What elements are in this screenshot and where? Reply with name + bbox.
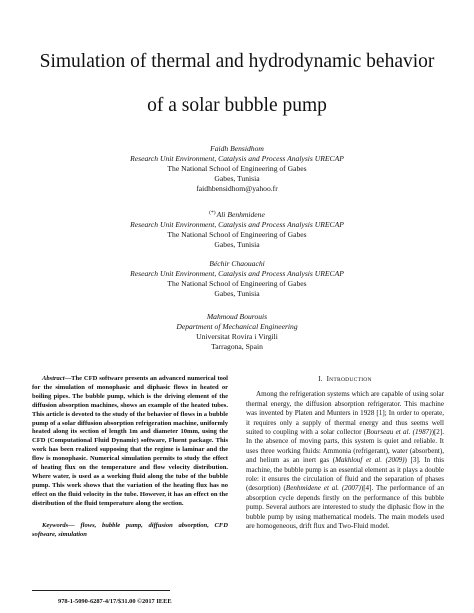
intro-text-1: Among the refrigeration systems which are capable of using solar thermal energy, the diffusion absorption refrigerator. This machine was invented by Platen and Munters in 1928 [1]; In order to operate, it requires only a supply of thermal energy and thus seems well suited to coupling with a solar collector (: [246, 390, 444, 437]
author-school: The National School of Engineering of Gabes: [167, 164, 307, 173]
section-heading-rest: NTRODUCTION: [329, 377, 372, 383]
abstract-label: Abstract: [42, 375, 65, 382]
author-block-3: [40, 259, 434, 299]
author-university: Universitat Rovira i Virgili: [196, 332, 278, 341]
author-location: Gabes, Tunisia: [214, 289, 260, 298]
citation-1: Bourseau et al. (1987): [366, 428, 432, 437]
citation-2: Makhlouf et al. (2009): [335, 456, 405, 465]
corresponding-marker: (*): [209, 210, 216, 216]
right-column: [246, 375, 444, 532]
intro-text-2: )[2]. In the absence of moving parts, this system is quiet and reliable. It uses three working fluids: Ammonia (refrigerant), water (absorbent), and helium as an inert gas (: [246, 428, 444, 465]
author-location: Gabes, Tunisia: [214, 240, 260, 249]
author-name: Béchir Chaouachi: [209, 259, 265, 268]
author-affiliation: Research Unit Environment, Catalysis and Process Analysis URECAP: [130, 269, 344, 278]
introduction-paragraph: [246, 390, 444, 531]
keywords-text: — flows, bubble pump, diffusion absorption, CFD software, simulation: [32, 521, 228, 538]
section-heading-introduction: [246, 375, 444, 385]
keywords-label: Keywords: [42, 521, 69, 529]
citation-3: Benhmidene et al. (2007): [285, 484, 361, 493]
keywords: [32, 522, 228, 540]
author-location: Tarragona, Spain: [211, 342, 263, 351]
author-name: [40, 208, 434, 220]
footer-rule: [32, 590, 170, 591]
author-affiliation: Research Unit Environment, Catalysis and Process Analysis URECAP: [130, 154, 344, 163]
author-affiliation: Research Unit Environment, Catalysis and Process Analysis URECAP: [130, 220, 344, 229]
abstract: [32, 375, 228, 509]
author-name: Faidh Bensidhom: [210, 144, 264, 153]
footer-copyright: 978-1-5090-6287-4/17/$31.00 ©2017 IEEE: [58, 598, 172, 605]
author-school: The National School of Engineering of Gabes: [167, 279, 307, 288]
author-block-2: [40, 208, 434, 250]
author-name: Mahmoud Bourouis: [206, 312, 268, 321]
author-block-4: [40, 312, 434, 352]
paper-title-line-1: Simulation of thermal and hydrodynamic behavior: [39, 51, 435, 72]
intro-text-3: ) [3]. In this machine, the bubble pump is an essential element as it plays a double role: it ensures the circulation of fluid and the separation of phases (desorption) (: [246, 456, 444, 493]
author-department: Department of Mechanical Engineering: [176, 322, 298, 331]
author-location: Gabes, Tunisia: [214, 174, 260, 183]
author-email: faidhbensidhom@yahoo.fr: [196, 184, 278, 193]
author-school: The National School of Engineering of Gabes: [167, 230, 307, 239]
intro-text-4: )[4]. The performance of an absorption cycle depends firstly on the performance of this bubble pump. Several authors are interested to study the diphasic flow in the bubble pump by using mathematical models. The main models used are homogeneous, drift flux and Two-Fluid model.: [246, 484, 444, 531]
left-column: [32, 375, 228, 539]
paper-title-line-2: of a solar bubble pump: [147, 95, 327, 116]
section-heading-first-letter: I: [326, 375, 330, 383]
section-number: I.: [318, 375, 323, 383]
author-block-1: [40, 144, 434, 194]
abstract-text: —The CFD software presents an advanced numerical tool for the simulation of monophasic and diphasic flows in heated or boiling pipes. The bubble pump, which is the driving element of the diffusion absorption machines, shows an example of the heated tubes. This article is devoted to the study of the behavior of flows in a bubble pump of a solar diffusion absorption refrigeration machine, uniformly heated along its section of length 1m and diameter 10mm, using the CFD (Computational Fluid Dynamic) software, Fluent package. This work has been realized supposing that the regime is laminar and the flow is monophasic. Numerical simulation permits to study the effect of heating flux on the temperature and flow velocity distribution. Where water, is used as a working fluid along the tube of the bubble pump. This work shows that the variation of the heating flux has no effect on the fluid velocity in the tube. However, it has an effect on the distribution of the fluid temperature along the section.: [32, 375, 228, 507]
author-name-text: Ali Benhmidene: [216, 210, 265, 219]
